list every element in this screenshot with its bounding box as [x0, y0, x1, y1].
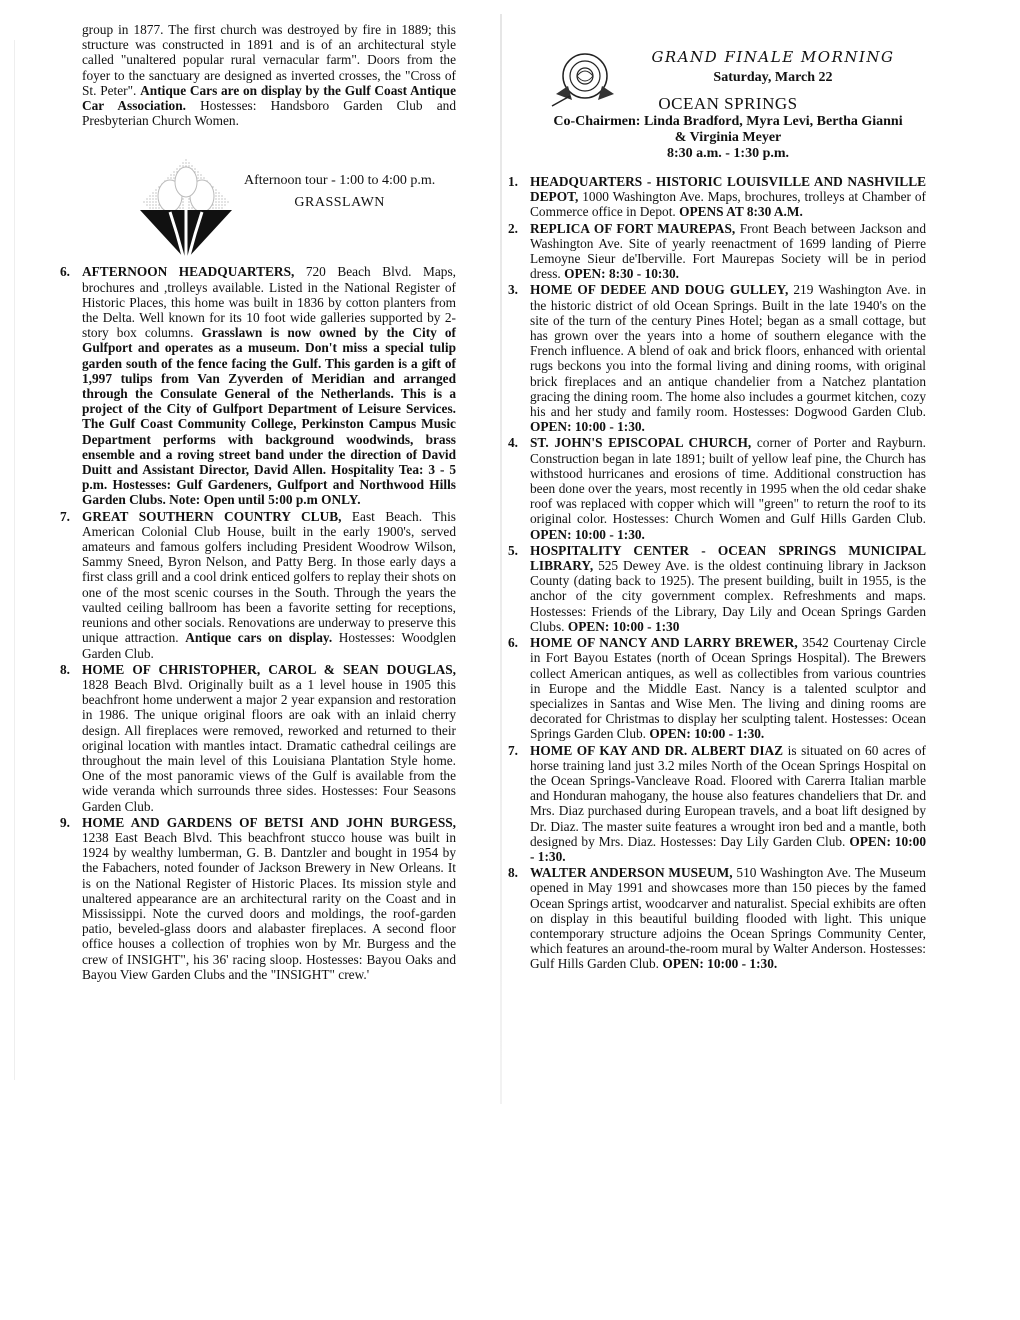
body-text: 1238 East Beach Blvd. This beachfront stucco house was built in 1924 by wealthy lumberman, G. B. Dantzler and bought in 1954 by the Fabachers, noted founder of Jackson Brewery in New Orleans. It is on the National Register of Historic Places. Its mission style and unaltered appearance are an architectural rarity on the Coast and in Mississippi. Note the curved doors and moldings, the roof-garden patio, beveled-glass doors and alabaster fireplaces. A second floor office houses a collection of trophies won by Mr. Burgess and the crew of INSIGHT", his 36' racing sloop. Hostesses: Bayou Oaks and Bayou View Garden Clubs and the "INSIGHT" crew.' — [82, 829, 456, 982]
entry-number: 7. — [60, 508, 71, 524]
tulip-icon — [140, 156, 232, 262]
event-date: Saturday, March 22 — [713, 70, 833, 85]
entry-number: 4. — [508, 435, 519, 451]
body-text: East Beach. This American Colonial Club House, built in the early 1900's, served amateurs and famous golfers including President Woodrow Wilson, Sammy Sneed, Byron Nelson, and Patty Berg. In those early days a first class grill and a cool drink enticed golfers to replay their shots on one of the most scenic courses in the South. Through the years the vaulted ceiling ballroom has been a favorite setting for receptions, reunions and other socials. Renovations are underway to preserve this unique attraction. — [82, 508, 456, 646]
bold-text: HOME OF NANCY AND LARRY BREWER, — [530, 635, 798, 651]
body-text: Hostesses: Woodglen Garden Club. — [82, 630, 456, 661]
tour-location: OCEAN SPRINGS — [658, 94, 798, 113]
entry-number: 2. — [508, 220, 519, 236]
body-text: Front Beach between Jackson and Washington Ave. Site of yearly reenactment of 1699 landing of Pierre Lemoyne Sieur de'Iberville. Fort Maurepas Society will be in period dress. — [530, 220, 926, 282]
bold-text: OPEN: 8:30 - 10:30. — [564, 266, 679, 282]
body-text: 3542 Courtenay Circle in Fort Bayou Estates (north of Ocean Springs Hospital). The Brewers collect American antiques, as well as collectibles from various countries in Europe and the Middle East. Nancy is a talented sculptor and specializes in Santas and Wise Men. The living and dining rooms are decorated for Christmas to display her sculpting talent. Hostesses: Ocean Springs Garden Club. — [530, 635, 926, 742]
bold-text: REPLICA OF FORT MAUREPAS, — [530, 220, 736, 236]
right-column — [508, 174, 927, 973]
entry-number: 7. — [508, 742, 519, 758]
entry-number: 6. — [508, 635, 519, 651]
tour-place: GRASSLAWN — [294, 195, 385, 211]
tour-stop-entry — [508, 282, 926, 435]
bold-text: HOME OF CHRISTOPHER, CAROL & SEAN DOUGLAS, — [82, 661, 456, 677]
tour-hours: 8:30 a.m. - 1:30 p.m. — [666, 146, 790, 161]
bold-text: OPEN: 10:00 - 1:30. — [649, 726, 765, 742]
left-column — [60, 22, 457, 983]
body-text: group in 1877. The first church was destroyed by fire in 1889; this structure was constructed in 1891 and is of an architectural style called "unaltered popular rural vernacular farm". Doors from the foyer to the sanctuary are designed as inverted crosses, the "Cross of St. Peter". — [82, 22, 456, 98]
bold-text: HOME OF KAY AND DR. ALBERT DIAZ — [530, 742, 784, 758]
body-text: corner of Porter and Rayburn. Construction began in late 1891; built of yellow leaf pine, the Church has withstood hurricanes and erosions of time. Additional construction has been done over the years, most recently in 1995 when the old cedar shake roof was replaced with copper which will "green" to return the roof to its original color. Hostesses: Church Women and Gulf Hills Garden Club. — [530, 435, 926, 527]
tour-stop-entry — [508, 865, 926, 972]
bold-text: OPEN: 10:00 - 1:30. — [530, 419, 645, 435]
scan-edge-line — [14, 40, 15, 1080]
tour-time: Afternoon tour - 1:00 to 4:00 p.m. — [244, 173, 436, 189]
bold-text: HEADQUARTERS - HISTORIC LOUISVILLE AND NASHVILLE DEPOT, — [530, 174, 926, 205]
entry-number: 9. — [60, 814, 71, 830]
bold-text: ST. JOHN'S EPISCOPAL CHURCH, — [530, 435, 752, 451]
body-text: is situated on 60 acres of horse training land just 3.2 miles North of the Ocean Springs Hospital on the Ocean Springs-Vancleave Road. Floored with Carerra Italian marble and Honduran mahogany, the house also features chandeliers that Dr. and Mrs. Diaz purchased during European travels, and a boat lift designed by Dr. Diaz. The master suite features a wrought iron bed and a mantle, both designed by Mrs. Diaz. Hostesses: Day Lily Garden Club. — [530, 742, 926, 849]
afternoon-entries — [60, 264, 457, 982]
body-text: 720 Beach Blvd. Maps, brochures and ,trolleys available. Listed in the National Register of Historic Places, this home was built in 1836 by cotton planters from the Delta. Well known for its 10 foot wide galleries supported by 2-story box columns. — [82, 264, 456, 341]
tour-stop-entry — [508, 435, 926, 542]
bold-text: OPENS AT 8:30 A.M. — [679, 204, 803, 220]
bold-text: HOSPITALITY CENTER - OCEAN SPRINGS MUNICIPAL LIBRARY, — [530, 542, 926, 574]
body-text: 525 Dewey Ave. is the oldest continuing library in Jackson County (dating back to 1925). The present building, built in 1955, is the anchor of the city government complex. Refreshments and maps. Hostesses: Friends of the Library, Day Lily and Ocean Springs Garden Clubs. — [530, 558, 926, 634]
tour-stop-entry — [60, 661, 456, 814]
intro-paragraph — [82, 22, 456, 128]
body-text: Hostesses: Handsboro Garden Club and Presbyterian Church Women. — [82, 98, 457, 129]
center-fold-line — [500, 14, 502, 1104]
entry-number: 8. — [60, 661, 71, 677]
body-text: 219 Washington Ave. in the historic district of old Ocean Springs. Built in the late 1940's on the site of the turn of the century Pines Hotel; began as a small cottage, but has grown over the years into a home of southern elegance with the French influence. A blend of oak and brick floors, enhanced with oriental rugs beckons you into the formal living and dining rooms, with original brick fireplaces and an antique chandelier from a Natchez plantation gracing the dining room. The home also includes a gourmet kitchen, cozy his and her study and family room. Hostesses: Dogwood Garden Club. — [530, 282, 926, 420]
bold-text: AFTERNOON HEADQUARTERS, — [82, 264, 295, 280]
bold-text: WALTER ANDERSON MUSEUM, — [530, 865, 733, 881]
co-chairmen: Co-Chairmen: Linda Bradford, Myra Levi, Bertha Gianni & Virginia Meyer — [553, 114, 903, 145]
tour-stop-entry — [508, 542, 926, 634]
afternoon-tour-heading — [82, 146, 456, 258]
entry-number: 6. — [60, 264, 71, 280]
tour-stop-entry — [508, 742, 927, 865]
script-title: GRAND FINALE MORNING — [651, 48, 895, 66]
entry-number: 5. — [508, 542, 519, 558]
tour-stop-entry — [508, 635, 926, 742]
bold-text: OPEN: 10:00 - 1:30. — [530, 526, 645, 542]
bold-text: HOME OF DEDEE AND DOUG GULLEY, — [530, 282, 789, 298]
bold-text: Antique Cars are on display by the Gulf Coast Antique Car Association. — [82, 82, 456, 114]
morning-entries — [508, 174, 927, 972]
tour-stop-entry — [508, 174, 926, 220]
entry-number: 3. — [508, 282, 519, 298]
body-text: 1000 Washington Ave. Maps, brochures, trolleys at Chamber of Commerce office in Depot. — [530, 189, 926, 220]
entry-number: 1. — [508, 174, 519, 189]
tour-text — [244, 170, 435, 214]
tour-stop-entry — [508, 220, 926, 282]
bold-text: OPEN: 10:00 - 1:30. — [530, 833, 927, 864]
body-text: 1828 Beach Blvd. Originally built as a 1 level house in 1905 this beachfront home underwent a major 2 year expansion and restoration in 1986. The unique original floors are oak with an inlaid cherry design. All fireplaces were removed, reworked and returned to their original location with mantles intact. Dramatic cathedral ceilings are throughout the main level of this Louisiana Plantation Style home. One of the most panoramic views of the Gulf is available from the wide veranda which surrounds three sides. Hostesses: Four Seasons Garden Club. — [82, 676, 456, 814]
entry-number: 8. — [508, 865, 519, 881]
bold-text: GREAT SOUTHERN COUNTRY CLUB, — [82, 508, 342, 524]
bold-text: HOME AND GARDENS OF BETSI AND JOHN BURGESS, — [82, 814, 456, 830]
body-text: 510 Washington Ave. The Museum opened in May 1991 and showcases more than 150 pieces by the famed Ocean Springs artist, woodcarver and naturalist. Special exhibits are often on display in this beautiful building flooded with light. This unique contemporary structure adjoins the Ocean Springs Community Center, which features an around-the-room mural by Walter Anderson. Hostesses: Gulf Hills Garden Club. — [530, 865, 926, 972]
bold-text: Grasslawn is now owned by the City of Gulfport and operates as a museum. Don't miss a special tulip garden south of the fence facing the Gulf. This garden is a gift of 1,997 tulips from Van Zyverden of Meridian and arranged through the Consulate General of the Netherlands. This is a project of the City of Gulfport Department of Leisure Services. The Gulf Coast Community College, Perkinston Campus Music Department performs with background woodwinds, brass ensemble and a roving street band under the direction of David Duitt and Assistant Director, David Allen. Hospitality Tea: 3 - 5 p.m. Hostesses: Gulf Gardeners, Gulfport and Northwood Hills Garden Clubs. Note: Open until 5:00 p.m ONLY. — [82, 325, 457, 508]
bold-text: OPEN: 10:00 - 1:30 — [567, 618, 680, 634]
tour-stop-entry — [60, 814, 456, 982]
morning-info — [548, 94, 908, 162]
tour-stop-entry — [60, 264, 457, 508]
bold-text: OPEN: 10:00 - 1:30. — [662, 956, 778, 972]
bold-text: Antique cars on display. — [185, 630, 333, 646]
tour-stop-entry — [60, 508, 456, 661]
